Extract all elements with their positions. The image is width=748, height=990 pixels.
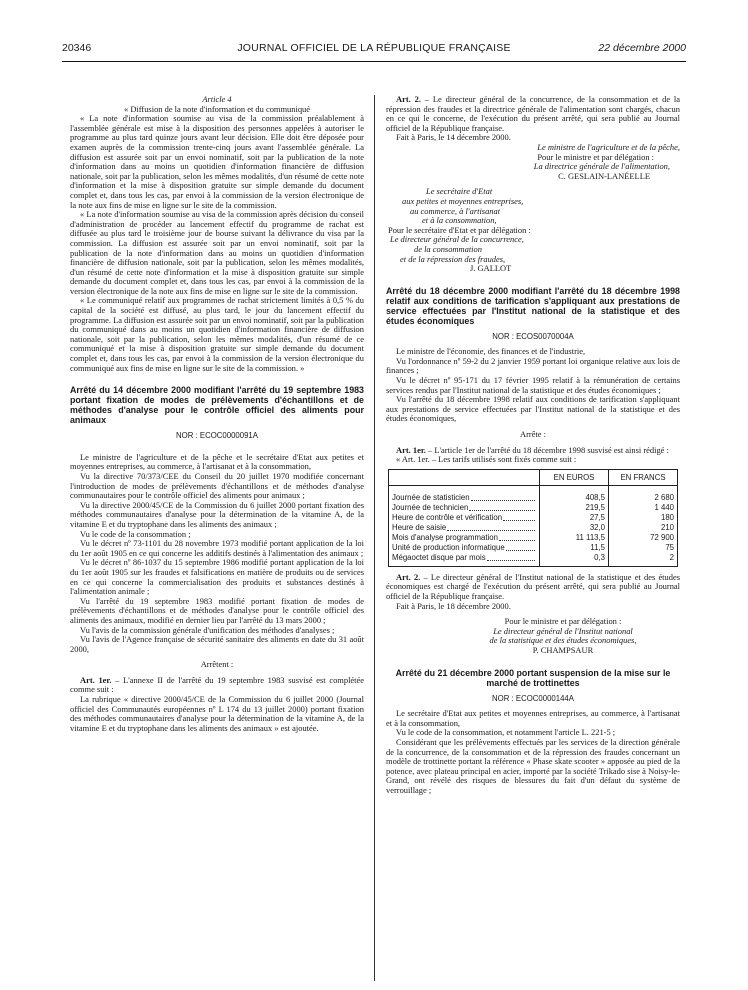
- signature-line: Pour le ministre et par délégation :: [537, 151, 654, 162]
- paragraph: Vu l'arrêté du 18 décembre 1998 relatif aux conditions de tarification s'appliquant aux prestations de service effectuées par l'Institut national de la statistique et des études économiques,: [386, 394, 680, 424]
- row-label: Mégaoctet disque par mois: [392, 553, 486, 563]
- table-header: EN FRANCS: [609, 469, 678, 485]
- signature-line: Le ministre de l'agriculture et de la pêche,: [537, 141, 680, 152]
- paragraph: Le ministre de l'agriculture et de la pêche et le secrétaire d'Etat aux petites et moyennes entreprises, au commerce, à l'artisanat et à la consommation,: [70, 451, 364, 472]
- paragraph: Vu le décret nº 73-1101 du 28 novembre 1973 modifié portant application de la loi du 1er août 1905 en ce qui concerne les additifs destinés à l'alimentation des animaux ;: [70, 538, 364, 558]
- value-francs: 72 900: [609, 533, 678, 543]
- value-euros: 32,0: [540, 523, 609, 533]
- done-at: Fait à Paris, le 18 décembre 2000.: [396, 600, 511, 611]
- paragraph: Vu le décret nº 95-171 du 17 février 1995 relatif à la rémunération de certains services rendus par l'Institut national de la statistique et des études économiques ;: [386, 375, 680, 395]
- value-francs: 210: [609, 523, 678, 533]
- article-paragraph: [70, 676, 364, 695]
- table-row: [389, 553, 678, 567]
- journal-title: JOURNAL OFFICIEL DE LA RÉPUBLIQUE FRANÇAISE: [237, 42, 511, 54]
- value-euros: 0,3: [540, 553, 609, 567]
- article-4-subtitle: « Diffusion de la note d'information et du communiqué: [123, 103, 311, 114]
- value-francs: 1 440: [609, 503, 678, 513]
- article-label: Art. 2.: [396, 94, 421, 104]
- signature-line: et de la répression des fraudes,: [400, 253, 506, 264]
- signatory-name: J. GALLOT: [470, 263, 512, 274]
- paragraph: Vu l'avis de la commission générale d'unification des méthodes d'analyses ;: [80, 624, 335, 635]
- row-label: Unité de production informatique: [392, 543, 505, 553]
- signature-line: La directrice générale de l'alimentation,: [533, 161, 670, 172]
- article-label: Art. 2.: [396, 571, 421, 582]
- nor-reference: NOR : ECOS0070004A: [492, 331, 574, 341]
- signature-line: de la statistique et des études économiques,: [489, 635, 637, 646]
- right-column: [386, 95, 680, 796]
- paragraph: Le ministre de l'économie, des finances et de l'industrie,: [396, 346, 586, 357]
- row-label: Mois d'analyse programmation: [392, 533, 498, 543]
- row-label: Heure de saisie: [392, 523, 447, 533]
- value-francs: 180: [609, 513, 678, 523]
- paragraph: Vu l'ordonnance nº 59-2 du 2 janvier 1959 portant loi organique relative aux lois de finances ;: [386, 355, 680, 376]
- signature-line: Le directeur général de l'Institut national: [493, 625, 633, 636]
- paragraph: Vu le décret nº 86-1037 du 15 septembre 1986 modifié portant application de la loi du 1er août 1905 sur les fraudes et falsifications en matière de produits ou de services en ce qui concerne la commercialisation des produits et substances destinés à l'alimentation animale ;: [70, 557, 364, 597]
- page-number: 20346: [62, 42, 92, 54]
- value-francs: 2 680: [609, 485, 678, 503]
- paragraph: « La note d'information soumise au visa de la commission préalablement à l'assemblée générale est mise à la disposition des personnes appelées à autoriser le programme au plus tard quinze jours avant leur décision. Elle doit être déposée pour examen auprès de la commission trente-cinq jours avant l'assemblée générale. La diffusion est assurée soit par un envoi nominatif, soit par la publication de la note d'information dans au moins un quotidien d'information financière de diffusion nationale, soit par la publication, selon les mêmes modalités, d'un résumé de cette note d'information et la mise à disposition gratuite sur simple demande du document complet et, dans tous les cas, par envoi à la commission de la version électronique de la note aux fins de mise en ligne sur le site de la commission.: [70, 113, 364, 210]
- article-text: – L'annexe II de l'arrêté du 19 septembre 1983 susvisé est complétée comme suit :: [70, 674, 364, 695]
- nor-reference: NOR : ECOC0000144A: [492, 693, 574, 703]
- paragraph: Le secrétaire d'Etat aux petites et moyennes entreprises, au commerce, à l'artisanat et à la consommation,: [386, 708, 680, 728]
- paragraph: « Le communiqué relatif aux programmes de rachat strictement limités à 0,5 % du capital de la société est diffusé, au plus tard, le jour du lancement effectif du programme. La diffusion est assurée soit par un envoi nominatif, soit par la publication du communiqué dans au moins un quotidien d'information financière de diffusion nationale, soit par la publication, selon les mêmes modalités, d'un résumé de ce communiqué et la mise à disposition gratuite sur simple demande du document complet et, dans tous les cas, par envoi à la commission de la version électronique du communiqué aux fins de mise en ligne sur le site de la commission. »: [70, 295, 364, 373]
- issue-date: 22 décembre 2000: [598, 42, 686, 54]
- signature-line: Pour le ministre et par délégation :: [504, 616, 622, 627]
- signature-line: Pour le secrétaire d'Etat et par délégation :: [388, 224, 531, 235]
- decree-title: Arrêté du 14 décembre 2000 modifiant l'arrêté du 19 septembre 1983 portant fixation de modes de prélèvements d'échantillons et de méthodes d'analyse pour le contrôle officiel des aliments pour animaux: [70, 385, 364, 426]
- value-euros: 11 113,5: [540, 533, 609, 543]
- row-label: Journée de statisticien: [392, 493, 470, 503]
- left-column: [70, 95, 364, 733]
- paragraph: « Art. 1er. – Les tarifs utilisés sont fixés comme suit :: [396, 454, 577, 465]
- table-header-row: [389, 469, 678, 485]
- row-label: Journée de technicien: [392, 503, 469, 513]
- paragraph: Vu le code de la consommation ;: [80, 528, 191, 539]
- article-text: – Le directeur général de la concurrence, de la consommation et de la répression des fraudes et la directrice générale de l'alimentation sont chargés, chacun en ce qui le concerne, de l'exécution du présent arrêté, qui sera publié au Journal officiel de la République française.: [386, 94, 681, 133]
- nor-reference: NOR : ECOC0000091A: [176, 431, 258, 441]
- value-francs: 2: [609, 553, 678, 567]
- value-euros: 27,5: [540, 513, 609, 523]
- paragraph: « La note d'information soumise au visa de la commission après décision du conseil d'administration de procéder au lancement effectif du programme de rachat est diffusée au plus tard le troisième jour de bourse suivant la délivrance du visa par la commission. La diffusion est assurée soit par un envoi nominatif, soit par la publication de la note d'information dans au moins un quotidien d'information financière de diffusion nationale, soit par la publication, selon les mêmes modalités, d'un résumé de cette note d'information et la mise à disposition gratuite sur simple demande du document complet et, dans tous les cas, par envoi à la commission de la version électronique de la note aux fins de mise en ligne sur le site de la commission.: [70, 209, 364, 296]
- signature-line: au commerce, à l'artisanat: [410, 205, 501, 216]
- table-row: [389, 543, 678, 553]
- table-header: [389, 469, 540, 485]
- table-header: EN EUROS: [540, 469, 609, 485]
- arrete-label: Arrête :: [519, 429, 546, 440]
- value-francs: 75: [609, 543, 678, 553]
- table-row: [389, 533, 678, 543]
- decree-title: Arrêté du 18 décembre 2000 modifiant l'arrêté du 18 décembre 1998 relatif aux conditions de tarification s'appliquant aux prestations de service effectuées par l'Institut national de la statistique et des études économiques: [386, 285, 680, 326]
- done-at: Fait à Paris, le 14 décembre 2000.: [396, 132, 511, 143]
- signature-line: Le secrétaire d'Etat: [426, 186, 493, 197]
- signatory-name: C. GESLAIN-LANÉELLE: [558, 170, 650, 181]
- article-text: – L'article 1er de l'arrêté du 18 décembre 1998 susvisé est ainsi rédigé :: [425, 444, 669, 455]
- signature-line: Le directeur général de la concurrence,: [390, 234, 524, 245]
- signature-line: aux petites et moyennes entreprises,: [402, 195, 524, 206]
- article-paragraph: [386, 573, 680, 602]
- table-row: [389, 513, 678, 523]
- column-divider: [374, 95, 375, 981]
- decree-title: Arrêté du 21 décembre 2000 portant suspension de la mise sur le marché de trottinettes: [395, 667, 671, 688]
- paragraph: Vu l'avis de l'Agence française de sécurité sanitaire des aliments en date du 31 août 2000,: [70, 634, 364, 654]
- value-euros: 11,5: [540, 543, 609, 553]
- value-euros: 219,5: [540, 503, 609, 513]
- paragraph: Vu la directive 2000/45/CE de la Commission du 6 juillet 2000 portant fixation des méthodes communautaires d'analyse pour la détermination de la vitamine A, de la vitamine E et du tryptophane dans les aliments des animaux ;: [70, 499, 364, 529]
- paragraph: La rubrique « directive 2000/45/CE de la Commission du 6 juillet 2000 (Journal officiel des Communautés européennes nº L 174 du 13 juillet 2000) portant fixation des méthodes communautaires d'analyse pour la détermination de la vitamine A, de la vitamine E et du tryptophane dans les aliments des animaux » est ajoutée.: [70, 694, 364, 733]
- article-4-title: Article 4: [202, 94, 232, 104]
- paragraph: Considérant que les prélèvements effectués par les services de la direction générale de la concurrence, de la consommation et de la répression des fraudes concernant un modèle de trottinette portant la référence « Phase skate scooter » apposée au pied de la potence, avec plateau principal en acier, importé par la société Trikado sise à Noisy-le-Grand, ont révélé des risques de blessures du fait d'un défaut du système de verrouillage ;: [386, 736, 680, 795]
- article-text: – Le directeur général de l'Institut national de la statistique et des études économiques est chargé de l'exécution du présent arrêté, qui sera publié au Journal officiel de la République française.: [386, 571, 680, 601]
- article-label: Art. 1er.: [396, 444, 426, 455]
- row-label: Heure de contrôle et vérification: [392, 513, 503, 523]
- table-row: [389, 523, 678, 533]
- value-euros: 408,5: [540, 485, 609, 503]
- paragraph: Vu l'arrêté du 19 septembre 1983 modifié portant fixation de modes de prélèvements d'échantillons et de méthodes d'analyse pour le contrôle officiel des aliments des animaux, modifié en dernier lieu par l'arrêté du 13 mars 2000 ;: [70, 595, 364, 625]
- signatory-name: P. CHAMPSAUR: [532, 644, 594, 655]
- header-rule: [62, 61, 686, 62]
- paragraph: Vu le code de la consommation, et notamment l'article L. 221-5 ;: [396, 727, 616, 738]
- paragraph: Vu la directive 70/373/CEE du Conseil du 20 juillet 1970 modifiée concernant l'introduction de modes de prélèvements d'échantillons et de méthodes d'analyse communautaires pour le contrôle officiel des aliments pour animaux ;: [70, 471, 364, 501]
- table-row: [389, 485, 678, 503]
- page-header: [62, 42, 686, 58]
- article-label: Art. 1er.: [80, 674, 112, 685]
- arretent-label: Arrêtent :: [200, 659, 234, 670]
- signature-line: et à la consommation,: [422, 215, 497, 226]
- tariff-table: [388, 469, 678, 567]
- article-paragraph: [386, 95, 680, 133]
- table-row: [389, 503, 678, 513]
- signature-line: de la consommation: [414, 243, 482, 254]
